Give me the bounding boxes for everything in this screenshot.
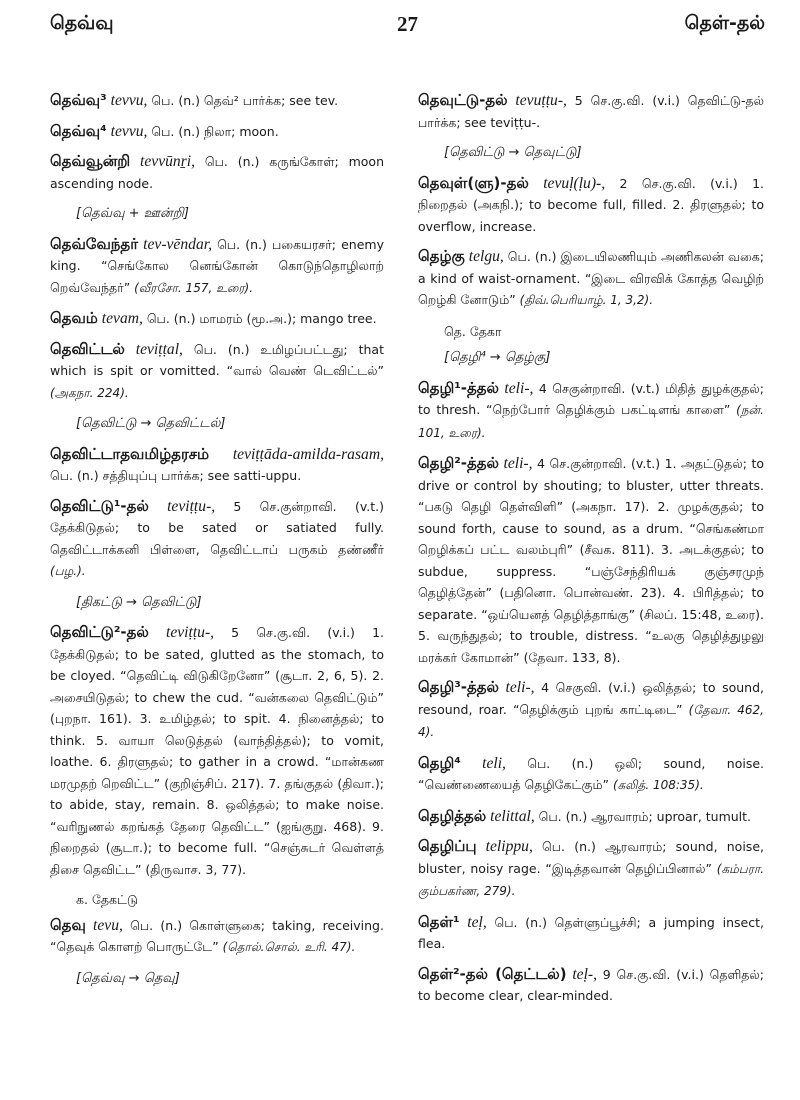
grammar-label: பெ. (n.) [527, 755, 594, 771]
definition: ஒலி; sound, noise. [614, 755, 764, 771]
citation-source: (நன். 101, உரை). [418, 403, 764, 440]
citation-quote: “நெற்போர் தெழிக்கும் பகட்டிளங் காளை” [486, 402, 731, 417]
headword: தெழி²-த்தல் [418, 454, 499, 472]
dictionary-entry [50, 90, 384, 112]
grammar-label: 4 செ.குன்றாவி. (v.t.) [536, 456, 661, 471]
citation-source: (கம்பரா. கும்பகர்ண, 279). [418, 861, 765, 898]
definition: நிலா; moon. [203, 123, 279, 139]
transliteration: teviṭṭāda-amilda-rasam, [232, 445, 384, 463]
citation-source: (திவ்.பெரியாழ். 1, 3,2). [519, 293, 654, 307]
grammar-label: பெ. (n.) [542, 839, 596, 854]
citation-quote: “இடை விரவிக் கோத்த வெழிற் றெழ்கி னோடும்” [418, 270, 765, 307]
definition: தெள்ளுப்பூச்சி; a jumping insect, flea. [418, 914, 764, 951]
grammar-label: 9 செ.கு.வி. (v.i.) [602, 966, 704, 982]
headword: தெவ்வூன்றி [50, 152, 131, 170]
grammar-label: பெ. (n.) [217, 236, 267, 252]
headword: தெள்¹ [418, 912, 460, 931]
grammar-label: பெ. (n.) [507, 249, 557, 264]
page-number: 27 [397, 12, 418, 36]
headword: தெழி⁴ [418, 753, 461, 772]
grammar-label: பெ. (n.) [151, 93, 200, 108]
etymology-note: [தெவிட்டு → தெவுட்டு] [444, 145, 582, 160]
transliteration: teḷ-, [572, 965, 598, 983]
cognate-note: தெ. தேகா [444, 323, 502, 339]
dictionary-entry [418, 677, 764, 744]
transliteration: teviṭṭal, [135, 340, 183, 358]
transliteration: tevvu, [110, 122, 148, 140]
grammar-label: பெ. (n.) [538, 808, 588, 824]
definition: தேக்கிடுதல்; to be sated or satiated fully. [50, 520, 384, 535]
grammar-label: பெ. (n.) [146, 311, 196, 326]
dictionary-entry [50, 339, 384, 405]
dictionary-entry [418, 753, 764, 797]
transliteration: tevuḷ(ḷu)-, [543, 174, 606, 192]
citation-quote: “தெழிக்கும் புறங் காட்டிடை” [512, 701, 683, 717]
transliteration: teli-, [505, 679, 535, 696]
transliteration: tevuṭṭu-, [515, 92, 567, 109]
citation-quote: “இடித்தவான் தெழிப்பினால்” [545, 860, 713, 876]
headword: தெவுட்டு-தல் [418, 91, 508, 109]
citation-source: (வீரசோ. 157, உரை). [134, 280, 254, 295]
headword: தெவிட்டாதவமிழ்தரசம் [50, 444, 210, 463]
dictionary-entry [50, 121, 384, 143]
grammar-label: 2 செ.கு.வி. (v.i.) [619, 175, 738, 191]
citation-quote: தெவிட்டாக்கனி பிள்ளை, தெவிட்டாப் பருகம் தண்ணீர் [50, 541, 384, 557]
headword: தெவம் [50, 309, 98, 327]
grammar-label: பெ. (n.) [193, 341, 250, 357]
grammar-label: பெ. (n.) [151, 123, 200, 139]
dictionary-entry [50, 444, 384, 487]
dictionary-entry [418, 90, 764, 133]
transliteration: tevvūnṟi, [140, 153, 196, 170]
dictionary-entry [50, 308, 384, 330]
dictionary-entry [418, 836, 764, 903]
definition: மிதித் துழக்குதல்; to thresh. [418, 380, 765, 417]
headword: தெவுள்(ளு)-தல் [418, 173, 529, 192]
page-header [50, 12, 765, 52]
citation-quote: “வால் வெண் டெவிட்டல்” [226, 363, 385, 378]
transliteration: telgu, [468, 248, 504, 265]
headword: தெவு [50, 915, 86, 934]
dictionary-entry [418, 964, 764, 1007]
definition: 1. அதட்டுதல்; to drive or control by shouting; to bluster, utter threats. “பகடு தெழி தெள்விளி” (அகநா. 17). 2. முழக்குதல்; to sound forth, cause to sound, as a drum. “செங்கண்மா றெழிக்கப் பட்ட வலம்புரி” (சீவக. 811). 3. அடக்குதல்; to subdue, suppress. “பஞ்சேந்திரியக் குஞ்சரமுந் தெழித்தேன்” (பதினொ. பொன்வண். 23). 4. பிரித்தல்; to separate. “ஒய்யெனத் தெழித்தாங்கு” (சிலப். 15:48, உரை). 5. வருந்துதல்; to trouble, distress. “உலகு தெழித்துழலு மரக்கர் கோமான்” (தேவா. 133, 8). [418, 456, 765, 665]
etymology-note: [தெழி⁴ → தெழ்கு] [444, 350, 551, 365]
dictionary-entry [50, 496, 384, 583]
cognate-note: க. தேகட்டு [76, 892, 139, 907]
left-column [50, 90, 384, 998]
grammar-label: 5 செ.கு.வி. (v.i.) [574, 93, 680, 108]
citation-source: (தேவா. 462, 4). [418, 702, 764, 739]
grammar-label: பெ. (n.) [494, 914, 547, 930]
definition: தெவிட்டு-தல் பார்க்க; see teviṭṭu-. [418, 93, 764, 130]
transliteration: tevam, [101, 310, 143, 327]
definition: உமிழப்பட்டது; that which is spit or vomitted. [50, 341, 384, 378]
etymology-note: [திகட்டு → தெவிட்டு] [76, 594, 202, 610]
grammar-label: பெ. (n.) [204, 154, 260, 169]
dictionary-entry [418, 806, 764, 828]
dictionary-entry [50, 151, 384, 194]
citation-quote: “வெண்ணையைத் தெழிகேட்கும்” [418, 777, 610, 792]
headword: தெழி³-த்தல் [418, 678, 499, 696]
headword: தெழ்கு [418, 247, 465, 265]
right-column [418, 90, 764, 1016]
definition: ஒலித்தல்; to sound, resound, roar. [418, 680, 764, 717]
headword: தெவிட்டு²-தல் [50, 623, 149, 641]
definition: சத்தியுப்பு பார்க்க; see satti-uppu. [102, 468, 302, 483]
etymology-note: [தெவ்வு → தெவு] [76, 970, 180, 986]
definition: கொள்ளுகை; taking, receiving. [189, 917, 384, 933]
grammar-label: 5 செ.கு.வி. (v.i.) [231, 625, 355, 640]
grammar-label: பெ. (n.) [130, 917, 183, 933]
etymology-note: [தெவிட்டு → தெவிட்டல்] [76, 416, 226, 431]
etymology-note: [தெவ்வு + ஊன்றி] [76, 206, 189, 221]
definition: இடையிலணியும் அணிகலன் வகை; a kind of waist-ornament. [418, 249, 764, 286]
dictionary-entry [418, 912, 764, 955]
citation-quote: “தெவுக் கொளற் பொருட்டே” [50, 939, 219, 954]
grammar-label: பெ. (n.) [50, 468, 99, 483]
grammar-label: 5 செ.குன்றாவி. (v.t.) [233, 498, 384, 514]
definition: 1. நிறைதல் (அகநி.); to become full, filled. 2. திரளுதல்; to overflow, increase. [418, 175, 765, 234]
headword: தெவிட்டல் [50, 339, 125, 358]
headword: தெழிப்பு [418, 837, 477, 855]
definition: பகையரசர்; enemy king. [50, 236, 384, 273]
headword: தெவ்வேந்தர் [50, 234, 139, 253]
headword: தெவ்வு³ [50, 91, 107, 109]
definition: 1. தேக்கிடுதல்; to be sated, glutted as the stomach, to be cloyed. “தெவிட்டி விடுகிறேனோ” (சூடா. 2, 6, 5). 2. அசையிடுதல்; to chew the cud. “வன்கலை தெவிட்டும்” (புறநா. 161). 3. உமிழ்தல்; to spit. 4. நினைத்தல்; to think. 5. வாயா லெடுத்தல் (வாந்தித்தல்); to vomit, loathe. 6. திரளுதல்; to gather in a crowd. “மான்கண மரமுதற் றெவிட்ட” (குறிஞ்சிப். 217). 7. தங்குதல் (திவா.); to abide, stay, remain. 8. ஒலித்தல்; to make noise. “வரிநுணல் கறங்கத் தேரை தெவிட்ட” (ஐங்குறு. 468). 9. நிறைதல் (சூடா.); to become full. “செஞ்சுடர் வெள்ளத் திசை தெவிட்ட” (திருவாச. 3, 77). [50, 625, 384, 877]
dictionary-entry [50, 915, 384, 959]
definition: தெவ்² பார்க்க; see tev. [203, 93, 339, 108]
citation-quote: “செங்கோல னெங்கோன் கொடுந்தொழிலாற் றெவ்வேந்தர்” [50, 258, 384, 295]
dictionary-entry [418, 173, 764, 238]
transliteration: teli-, [503, 455, 533, 472]
headword: தெழித்தல் [418, 806, 487, 825]
transliteration: teli-, [504, 379, 534, 397]
citation-source: (அகநா. 224). [50, 385, 129, 400]
citation-source: (பழ.). [50, 564, 86, 578]
transliteration: teli, [482, 754, 506, 772]
dictionary-entry [50, 234, 384, 300]
transliteration: teḷ, [467, 913, 487, 931]
citation-source: (தொல்.சொல். உரி. 47). [222, 940, 356, 954]
grammar-label: 4 செகுன்றாவி. (v.t.) [538, 380, 660, 396]
transliteration: telippu, [485, 838, 533, 855]
transliteration: tevu, [93, 916, 123, 934]
headword: தெள்²-தல் (தெட்டல்) [418, 964, 567, 983]
grammar-label: 4 செகுவி. (v.i.) [541, 680, 636, 695]
headword: தெவிட்டு¹-தல் [50, 496, 149, 515]
definition: கருங்கோள்; moon ascending node. [50, 154, 384, 191]
definition: மாமரம் (மூ.அ.); mango tree. [199, 311, 377, 326]
citation-source: (கலித். 108:35). [612, 778, 704, 792]
transliteration: teviṭṭu-, [165, 624, 215, 641]
dictionary-entry [418, 378, 764, 445]
transliteration: tev-vēndar, [143, 235, 212, 253]
definition: ஆரவாரம்; sound, noise, bluster, noisy rage. [418, 839, 764, 876]
transliteration: teviṭṭu-, [167, 497, 216, 515]
dictionary-entry [50, 622, 384, 880]
transliteration: telittal, [490, 807, 535, 825]
header-left-guide-word: தெவ்வு [50, 12, 114, 34]
definition: தெளிதல்; to become clear, clear-minded. [418, 966, 765, 1003]
definition: ஆரவாரம்; uproar, tumult. [591, 808, 752, 824]
header-right-guide-word: தெள்-தல் [684, 12, 765, 34]
dictionary-entry [418, 246, 764, 312]
dictionary-entry [418, 453, 764, 668]
headword: தெவ்வு⁴ [50, 121, 107, 140]
headword: தெழி¹-த்தல் [418, 378, 499, 397]
transliteration: tevvu, [110, 92, 148, 109]
